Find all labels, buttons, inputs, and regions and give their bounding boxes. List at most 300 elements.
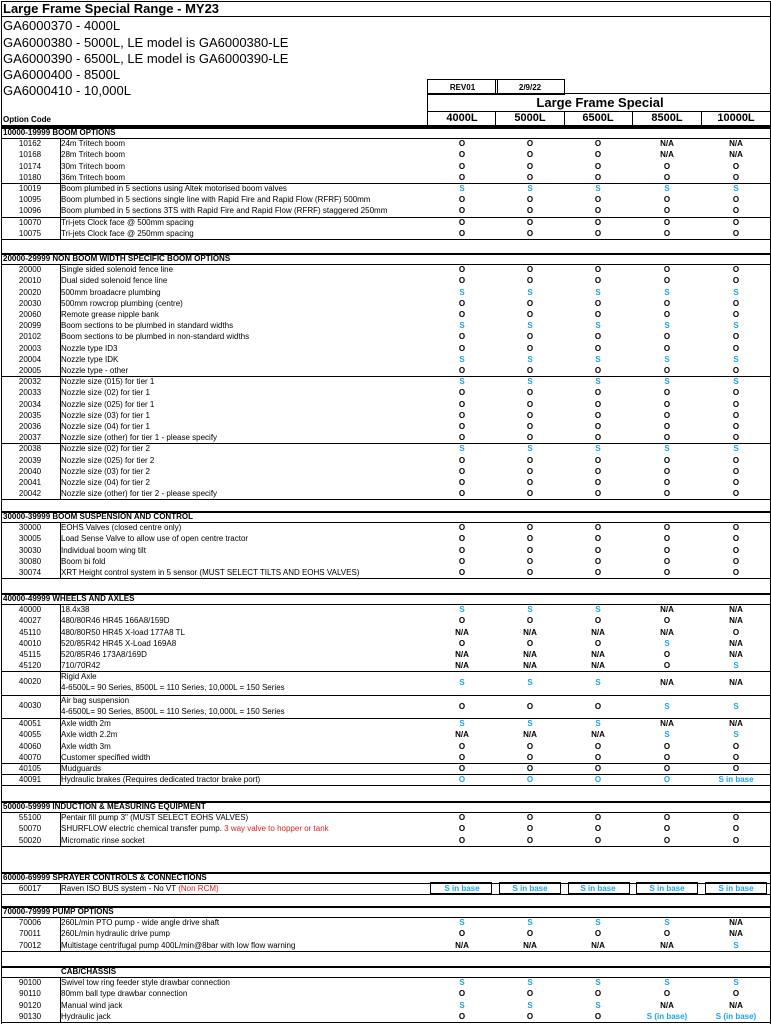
availability-cell: S — [527, 1000, 533, 1010]
availability-cell: O — [458, 366, 466, 375]
option-code: 40051 — [18, 719, 42, 729]
availability-cell: O — [594, 422, 602, 431]
option-code: 40105 — [18, 764, 42, 773]
option-description: 260L/min PTO pump - wide angle drive shaft — [61, 918, 220, 928]
column-divider — [60, 977, 61, 1022]
availability-cell: O — [526, 172, 534, 182]
availability-cell: O — [732, 399, 740, 409]
option-description: Nozzle size (02) for tier 1 — [61, 388, 150, 398]
availability-cell: O — [526, 523, 534, 533]
availability-cell: O — [663, 388, 671, 398]
option-code-label: Option Code — [3, 115, 51, 124]
availability-cell: O — [526, 455, 534, 465]
availability-cell: S — [733, 940, 739, 950]
column-divider — [1, 253, 2, 499]
availability-cell: O — [663, 650, 671, 659]
availability-cell: S — [664, 287, 670, 297]
availability-cell: O — [458, 616, 466, 626]
availability-cell: S — [664, 638, 670, 648]
availability-cell: O — [732, 298, 740, 308]
availability-cell: O — [663, 343, 671, 353]
availability-cell: O — [732, 433, 740, 443]
option-description: Nozzle size (025) for tier 2 — [61, 455, 155, 465]
option-code: 60017 — [18, 884, 42, 894]
availability-cell: N/A — [455, 650, 469, 659]
availability-cell: S — [733, 661, 739, 671]
row-divider — [1, 894, 770, 895]
availability-cell: O — [663, 433, 671, 443]
availability-cell: O — [732, 627, 740, 637]
availability-cell: S — [595, 354, 601, 364]
row-divider — [1, 966, 770, 968]
option-code: 40027 — [18, 616, 42, 626]
availability-cell: S — [527, 184, 533, 193]
availability-cell: O — [594, 556, 602, 566]
row-divider — [1, 906, 770, 908]
option-code: 20037 — [18, 433, 42, 443]
availability-cell: O — [732, 310, 740, 319]
option-code: 20041 — [18, 478, 42, 487]
availability-cell: O — [732, 161, 740, 171]
availability-cell: O — [594, 1011, 602, 1021]
availability-cell: O — [663, 661, 671, 671]
availability-cell: O — [526, 813, 534, 823]
availability-cell: S — [595, 678, 601, 688]
revision-box: REV01 — [427, 79, 498, 95]
availability-cell: O — [526, 478, 534, 487]
availability-cell: O — [732, 824, 740, 834]
availability-cell: S — [459, 678, 465, 688]
option-code: 40055 — [18, 730, 42, 740]
option-code: 90110 — [19, 989, 41, 999]
column-header-6500L: 6500L — [582, 112, 614, 124]
availability-cell: O — [663, 775, 671, 785]
option-code: 40020 — [18, 677, 42, 687]
availability-cell: O — [594, 824, 602, 834]
availability-cell: O — [458, 455, 466, 465]
option-description: Axle width 2m — [61, 719, 111, 729]
option-code: 90120 — [18, 1000, 42, 1010]
option-description: Nozzle size (03) for tier 2 — [61, 466, 150, 476]
availability-cell: N/A — [729, 139, 743, 149]
availability-cell: O — [594, 545, 602, 555]
availability-cell: N/A — [455, 661, 469, 671]
availability-cell: S — [595, 444, 601, 454]
availability-cell: N/A — [660, 627, 674, 637]
option-description: Axle width 3m — [61, 741, 111, 751]
option-code: 40070 — [18, 752, 42, 762]
availability-cell: O — [526, 206, 534, 216]
availability-cell: O — [732, 523, 740, 533]
option-code: 20099 — [18, 321, 42, 331]
column-divider — [60, 264, 61, 499]
option-code: 20040 — [18, 466, 42, 476]
availability-cell: O — [732, 466, 740, 476]
availability-cell: O — [663, 489, 671, 499]
availability-cell: O — [526, 764, 534, 773]
availability-cell: O — [458, 835, 466, 845]
availability-cell: O — [458, 701, 466, 711]
availability-cell: O — [663, 410, 671, 420]
availability-cell: O — [663, 172, 671, 182]
availability-cell: O — [732, 989, 740, 999]
availability-cell: O — [458, 523, 466, 533]
option-description: Micromatic rinse socket — [61, 835, 145, 845]
availability-cell: S — [595, 287, 601, 297]
availability-cell: S — [459, 978, 465, 988]
availability-cell: O — [458, 752, 466, 762]
availability-cell: N/A — [591, 730, 605, 740]
option-code: 90100 — [18, 978, 42, 988]
availability-cell: O — [732, 813, 740, 823]
column-divider — [1, 801, 2, 846]
availability-cell: O — [526, 161, 534, 171]
option-description: 480/80R50 HR45 X-load 177A8 TL — [61, 627, 185, 637]
availability-cell: O — [526, 534, 534, 544]
availability-cell: N/A — [591, 650, 605, 659]
option-description: Individual boom wing tilt — [61, 545, 146, 555]
option-description: Tri-jets Clock face @ 250mm spacing — [61, 228, 194, 238]
availability-cell: N/A — [591, 627, 605, 637]
availability-cell: S — [527, 287, 533, 297]
availability-cell: O — [458, 265, 466, 275]
availability-cell: O — [594, 388, 602, 398]
availability-cell: N/A — [455, 940, 469, 950]
option-code: 30030 — [18, 545, 42, 555]
option-description: Customer specified width — [61, 752, 151, 762]
cell-box — [705, 882, 767, 894]
availability-cell: O — [526, 410, 534, 420]
availability-cell: O — [594, 298, 602, 308]
option-description: Boom sections to be plumbed in standard widths — [61, 321, 234, 331]
availability-cell: O — [458, 568, 466, 577]
availability-cell: O — [663, 298, 671, 308]
option-code: 10075 — [18, 228, 42, 238]
availability-cell: O — [663, 534, 671, 544]
column-divider — [60, 138, 61, 239]
row-divider — [1, 846, 770, 847]
availability-cell: O — [663, 478, 671, 487]
availability-cell: N/A — [660, 605, 674, 615]
row-divider — [1, 1022, 770, 1023]
availability-cell: O — [594, 161, 602, 171]
availability-cell: O — [594, 195, 602, 205]
availability-cell: N/A — [729, 929, 743, 939]
availability-cell: O — [594, 813, 602, 823]
availability-cell: S — [733, 321, 739, 331]
availability-cell: O — [594, 206, 602, 216]
availability-cell: S — [459, 605, 465, 615]
availability-cell: O — [458, 228, 466, 238]
availability-cell: O — [594, 989, 602, 999]
option-description: Nozzle type - other — [61, 366, 129, 375]
availability-cell: O — [594, 478, 602, 487]
section-title: 40000-49999 WHEELS AND AXLES — [3, 594, 135, 603]
availability-cell: O — [663, 741, 671, 751]
option-code: 45115 — [19, 650, 41, 659]
availability-cell: O — [594, 534, 602, 544]
section-title: 50000-59999 INDUCTION & MEASURING EQUIPMENT — [3, 802, 206, 811]
availability-cell: N/A — [523, 730, 537, 740]
availability-cell: O — [458, 422, 466, 431]
availability-cell: O — [526, 195, 534, 205]
availability-cell: N/A — [660, 719, 674, 729]
section-title: CAB/CHASSIS — [61, 967, 117, 976]
availability-cell: S — [733, 701, 739, 711]
option-description: 260L/min hydraulic drive pump — [61, 929, 170, 939]
availability-cell: O — [732, 556, 740, 566]
option-description: 80mm ball type drawbar connection — [61, 989, 188, 999]
column-divider — [632, 111, 633, 126]
availability-cell: N/A — [523, 661, 537, 671]
availability-cell: S — [733, 444, 739, 454]
availability-cell: O — [458, 741, 466, 751]
column-divider — [1, 966, 2, 1022]
availability-cell: O — [732, 410, 740, 420]
availability-cell: N/A — [455, 627, 469, 637]
availability-cell: O — [458, 824, 466, 834]
availability-cell: O — [594, 433, 602, 443]
availability-cell: O — [458, 433, 466, 443]
option-code: 50070 — [18, 824, 42, 834]
availability-cell: O — [458, 478, 466, 487]
column-divider — [60, 917, 61, 951]
availability-cell: O — [458, 466, 466, 476]
column-divider — [1, 511, 2, 578]
availability-cell: O — [732, 172, 740, 182]
option-code: 20033 — [18, 388, 42, 398]
availability-cell: O — [526, 545, 534, 555]
option-description: 500mm rowcrop plumbing (centre) — [61, 298, 183, 308]
availability-cell: O — [594, 228, 602, 238]
model-line: GA6000380 - 5000L, LE model is GA6000380-LE — [3, 35, 289, 50]
availability-cell: O — [663, 276, 671, 286]
row-divider — [427, 93, 770, 94]
availability-cell: N/A — [729, 150, 743, 160]
option-code: 10070 — [18, 217, 42, 227]
availability-cell: O — [594, 616, 602, 626]
availability-cell: S — [527, 978, 533, 988]
row-divider — [1, 127, 770, 129]
option-description: Rigid Axle — [61, 672, 97, 682]
availability-cell: S — [527, 719, 533, 729]
option-code: 30000 — [18, 523, 42, 533]
row-divider — [1, 16, 770, 17]
option-code: 10180 — [18, 172, 42, 182]
availability-cell: O — [663, 195, 671, 205]
availability-cell: O — [732, 764, 740, 773]
option-code: 20003 — [18, 343, 42, 353]
availability-cell: O — [594, 523, 602, 533]
availability-cell: S — [664, 321, 670, 331]
availability-cell: S — [664, 730, 670, 740]
option-code: 20034 — [18, 399, 42, 409]
page-title: Large Frame Special Range - MY23 — [3, 1, 220, 16]
availability-cell: S — [733, 287, 739, 297]
availability-cell: O — [594, 150, 602, 160]
availability-cell: S — [664, 444, 670, 454]
availability-cell: S — [459, 1000, 465, 1010]
option-code: 20004 — [18, 354, 42, 364]
availability-cell: S — [733, 978, 739, 988]
option-description: Boom plumbed in 5 sections single line with Rapid Fire and Rapid Flow (RFRF) 500mm — [61, 195, 371, 205]
availability-cell: O — [663, 556, 671, 566]
option-description: Nozzle size (other) for tier 2 - please specify — [61, 489, 218, 499]
availability-cell: O — [458, 989, 466, 999]
availability-cell: O — [594, 701, 602, 711]
availability-cell: O — [732, 206, 740, 216]
option-code: 30005 — [18, 534, 42, 544]
availability-cell: O — [732, 388, 740, 398]
option-code: 20032 — [18, 377, 42, 387]
availability-cell: O — [594, 455, 602, 465]
column-header-10000L: 10000L — [717, 112, 755, 124]
availability-cell: S — [595, 321, 601, 331]
model-line: GA6000370 - 4000L — [3, 18, 121, 33]
column-divider — [60, 883, 61, 894]
option-description: Nozzle size (025) for tier 1 — [61, 399, 155, 409]
option-code: 10096 — [18, 206, 42, 216]
option-description: Pentair fill pump 3" (MUST SELECT EOHS VALVES) — [61, 813, 249, 823]
option-code: 10174 — [18, 161, 42, 171]
option-code: 10095 — [18, 195, 42, 205]
availability-cell: S (in base) — [646, 1011, 688, 1021]
availability-cell: N/A — [729, 616, 743, 626]
availability-cell: O — [663, 764, 671, 773]
column-header-4000L: 4000L — [446, 112, 478, 124]
column-header-8500L: 8500L — [651, 112, 683, 124]
availability-cell: N/A — [729, 678, 743, 688]
availability-cell: O — [594, 775, 602, 785]
availability-cell: O — [663, 265, 671, 275]
column-divider — [495, 111, 496, 126]
availability-cell: O — [732, 195, 740, 205]
availability-cell: O — [663, 422, 671, 431]
column-divider — [1, 593, 2, 785]
availability-cell: N/A — [729, 918, 743, 928]
availability-cell: S in base — [718, 775, 754, 785]
availability-cell: O — [526, 217, 534, 227]
row-divider — [1, 671, 770, 672]
availability-cell: S — [733, 377, 739, 387]
option-description: Dual sided solenoid fence line — [61, 276, 168, 286]
availability-cell: O — [458, 343, 466, 353]
section-title: 20000-29999 NON BOOM WIDTH SPECIFIC BOOM OPTIONS — [3, 254, 231, 263]
availability-cell: O — [663, 824, 671, 834]
row-divider — [1, 499, 770, 500]
option-code: 40091 — [18, 775, 42, 785]
availability-cell: O — [594, 466, 602, 476]
availability-cell: O — [663, 217, 671, 227]
availability-cell: O — [526, 310, 534, 319]
availability-cell: O — [732, 217, 740, 227]
availability-cell: O — [732, 276, 740, 286]
availability-cell: O — [594, 343, 602, 353]
option-description: Tri-jets Clock face @ 500mm spacing — [61, 217, 194, 227]
row-divider — [1, 951, 770, 952]
availability-cell: S — [527, 605, 533, 615]
availability-cell: S — [527, 678, 533, 688]
option-description: 500mm broadacre plumbing — [61, 287, 161, 297]
option-code: 90130 — [18, 1011, 42, 1021]
option-description: Swivel tow ring feeder style drawbar connection — [61, 978, 230, 988]
row-divider — [1, 785, 770, 786]
availability-cell: N/A — [660, 1000, 674, 1010]
availability-cell: O — [458, 764, 466, 773]
section-title: 10000-19999 BOOM OPTIONS — [3, 128, 116, 137]
availability-cell: O — [526, 388, 534, 398]
availability-cell: O — [732, 534, 740, 544]
option-code: 20039 — [18, 455, 42, 465]
availability-cell: N/A — [729, 605, 743, 615]
option-description: 36m Tritech boom — [61, 172, 126, 182]
option-description: Nozzle size (04) for tier 2 — [61, 478, 150, 487]
availability-cell: O — [526, 466, 534, 476]
availability-cell: O — [732, 835, 740, 845]
availability-cell: O — [526, 752, 534, 762]
column-divider — [60, 604, 61, 785]
availability-cell: O — [663, 813, 671, 823]
option-description: Single sided solenoid fence line — [61, 265, 174, 275]
availability-cell: S — [527, 321, 533, 331]
availability-cell: O — [458, 172, 466, 182]
availability-cell: O — [732, 343, 740, 353]
availability-cell: S in base — [512, 884, 548, 894]
availability-cell: O — [458, 217, 466, 227]
availability-cell: O — [663, 228, 671, 238]
availability-cell: O — [458, 545, 466, 555]
option-code: 30080 — [18, 556, 42, 566]
availability-cell: S — [595, 918, 601, 928]
availability-cell: S — [664, 918, 670, 928]
availability-cell: O — [526, 556, 534, 566]
availability-cell: S in base — [444, 884, 480, 894]
option-description: Nozzle size (015) for tier 1 — [61, 377, 155, 387]
model-line: GA6000410 - 10,000L — [3, 83, 131, 98]
group-title: Large Frame Special — [536, 95, 664, 110]
option-description: 520/85R46 173A8/169D — [61, 650, 147, 659]
availability-cell: O — [526, 835, 534, 845]
option-description: Mudguards — [61, 764, 102, 773]
row-divider — [1, 578, 770, 579]
option-description: Boom bi fold — [61, 556, 106, 566]
availability-cell: O — [594, 139, 602, 149]
availability-cell: O — [526, 343, 534, 353]
availability-cell: O — [594, 265, 602, 275]
availability-cell: S in base — [718, 884, 754, 894]
availability-cell: O — [526, 298, 534, 308]
option-code: 20005 — [18, 366, 42, 375]
cell-box — [499, 882, 561, 894]
availability-cell: O — [458, 195, 466, 205]
availability-cell: S — [459, 918, 465, 928]
section-title: 60000-69999 SPRAYER CONTROLS & CONNECTIONS — [3, 873, 207, 882]
availability-cell: S — [459, 321, 465, 331]
availability-cell: S — [527, 444, 533, 454]
availability-cell: O — [526, 399, 534, 409]
option-code: 20030 — [18, 298, 42, 308]
option-code: 20038 — [18, 444, 42, 454]
availability-cell: O — [594, 217, 602, 227]
note-text: 3 way valve to hopper or tank — [221, 824, 329, 834]
row-divider — [427, 111, 770, 112]
availability-cell: O — [663, 206, 671, 216]
section-title: 30000-39999 BOOM SUSPENSION AND CONTROL — [3, 512, 193, 521]
availability-cell: O — [732, 568, 740, 577]
availability-cell: O — [594, 752, 602, 762]
availability-cell: O — [663, 929, 671, 939]
availability-cell: O — [732, 366, 740, 375]
